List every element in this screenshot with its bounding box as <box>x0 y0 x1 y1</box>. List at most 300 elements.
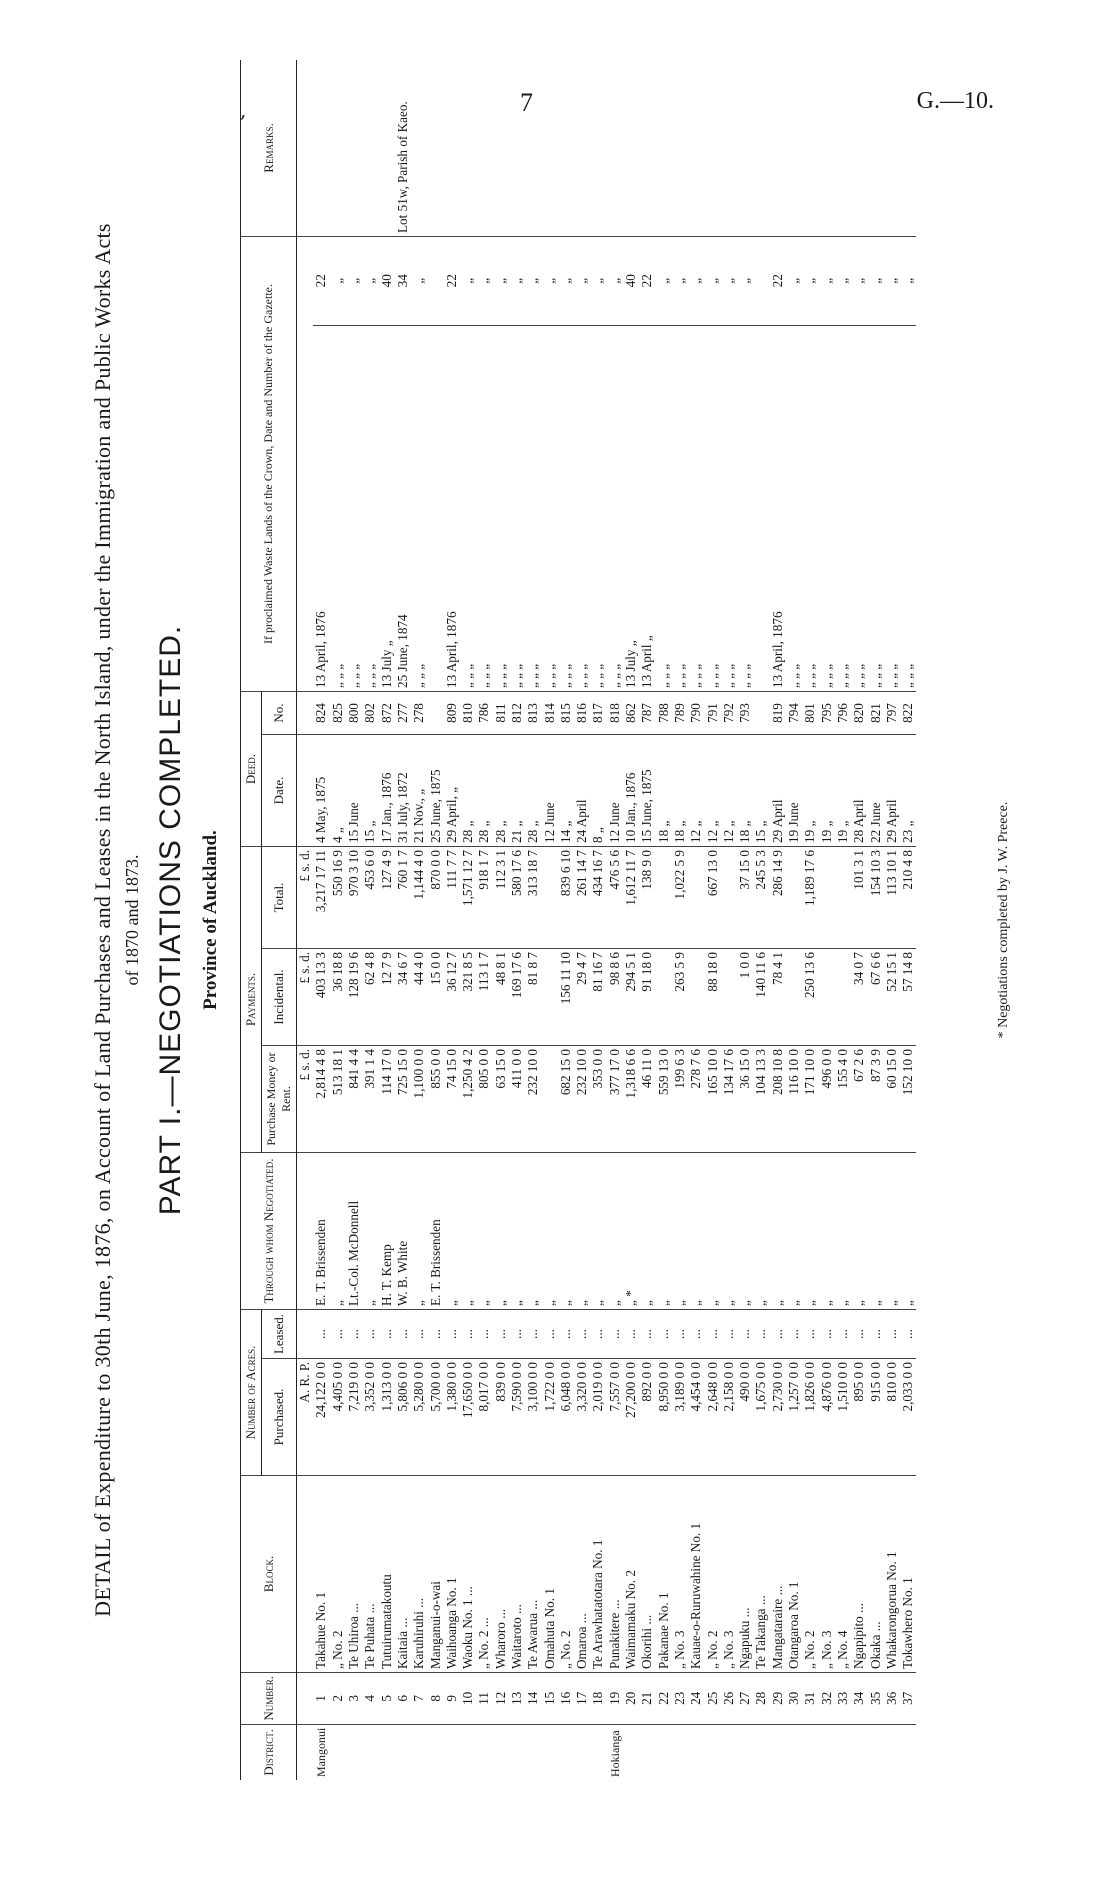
cell-pm: 165 10 0 <box>704 1046 720 1153</box>
cell-lease: ... <box>607 1310 623 1359</box>
col-no: No. <box>262 692 297 735</box>
table-row <box>378 60 394 1780</box>
district-cell <box>639 1724 655 1780</box>
cell-lease: ... <box>737 1310 753 1359</box>
cell-gn: 40 <box>623 237 639 326</box>
cell-gaz: „ „ „ <box>346 325 362 691</box>
cell-acres: 1,722 0 0 <box>541 1359 557 1476</box>
cell-block: Otangaroa No. 1 <box>786 1476 802 1673</box>
cell-no: 824 <box>313 692 329 735</box>
cell-gaz: „ „ „ <box>802 325 818 691</box>
col-date: Date. <box>262 735 297 847</box>
cell-block: „ No. 2 <box>558 1476 574 1673</box>
table-row <box>753 60 769 1780</box>
cell-acres: 4,876 0 0 <box>819 1359 835 1476</box>
cell-date: 19 „ <box>835 735 851 847</box>
table-row <box>737 60 753 1780</box>
district-cell <box>541 1724 557 1780</box>
cell-no: 822 <box>900 692 916 735</box>
cell-gn: „ <box>721 237 737 326</box>
cell-tot: 286 14 9 <box>770 847 786 949</box>
cell-no: 787 <box>639 692 655 735</box>
cell-pm <box>541 1046 557 1153</box>
cell-gn: „ <box>737 237 753 326</box>
cell-inc: 48 8 1 <box>493 949 509 1046</box>
cell-lease: ... <box>623 1310 639 1359</box>
col-purchased: Purchased. <box>262 1359 297 1476</box>
cell-tot: 434 16 7 <box>590 847 606 949</box>
cell-gn: „ <box>900 237 916 326</box>
table-row <box>688 60 704 1780</box>
cell-date: 14 „ <box>558 735 574 847</box>
cell-who: „ <box>509 1153 525 1310</box>
cell-no: 795 <box>819 692 835 735</box>
cell-inc: 1 0 0 <box>737 949 753 1046</box>
cell-no: 801 <box>802 692 818 735</box>
cell-gaz: „ „ „ <box>590 325 606 691</box>
cell-acres: 7,219 0 0 <box>346 1359 362 1476</box>
cell-block: Takahue No. 1 <box>313 1476 329 1673</box>
cell-inc <box>721 949 737 1046</box>
cell-lease: ... <box>574 1310 590 1359</box>
cell-acres: 5,700 0 0 <box>427 1359 443 1476</box>
cell-date: 29 April <box>884 735 900 847</box>
cell-gaz: „ „ „ <box>884 325 900 691</box>
cell-lease: ... <box>476 1310 492 1359</box>
col-leased: Leased. <box>262 1310 297 1359</box>
district-cell <box>704 1724 720 1780</box>
cell-date: 28 „ <box>525 735 541 847</box>
cell-tot: 1,022 5 9 <box>672 847 688 949</box>
cell-n: 12 <box>493 1673 509 1725</box>
table-row <box>802 60 818 1780</box>
cell-inc: 78 4 1 <box>770 949 786 1046</box>
cell-date: 15 June, 1875 <box>639 735 655 847</box>
cell-n: 23 <box>672 1673 688 1725</box>
cell-lease: ... <box>656 1310 672 1359</box>
cell-inc: 321 8 5 <box>460 949 476 1046</box>
cell-tot: 1,612 11 7 <box>623 847 639 949</box>
cell-acres: 1,257 0 0 <box>786 1359 802 1476</box>
cell-n: 11 <box>476 1673 492 1725</box>
cell-gaz: „ „ „ <box>672 325 688 691</box>
cell-rem <box>704 60 720 237</box>
cell-date: 17 Jan., 1876 <box>378 735 394 847</box>
cell-gaz: „ „ „ <box>330 325 346 691</box>
cell-gn: „ <box>509 237 525 326</box>
cell-date: 18 „ <box>656 735 672 847</box>
cell-acres: 17,650 0 0 <box>460 1359 476 1476</box>
cell-gn: 22 <box>770 237 786 326</box>
cell-n: 7 <box>411 1673 427 1725</box>
cell-date: 25 June, 1875 <box>427 735 443 847</box>
cell-lease: ... <box>558 1310 574 1359</box>
cell-tot: 127 4 9 <box>378 847 394 949</box>
cell-lease: ... <box>330 1310 346 1359</box>
cell-who: W. B. White <box>395 1153 411 1310</box>
cell-acres: 915 0 0 <box>867 1359 883 1476</box>
cell-pm: 1,318 6 6 <box>623 1046 639 1153</box>
cell-who: „ <box>656 1153 672 1310</box>
cell-gn: „ <box>802 237 818 326</box>
cell-gaz: 13 July „ <box>378 325 394 691</box>
cell-tot: 550 16 9 <box>330 847 346 949</box>
table-row <box>819 60 835 1780</box>
district-cell <box>672 1724 688 1780</box>
table-body <box>313 60 916 1780</box>
table-row <box>884 60 900 1780</box>
cell-n: 22 <box>656 1673 672 1725</box>
page-number: 7 <box>520 88 533 117</box>
cell-n: 6 <box>395 1673 411 1725</box>
cell-date: 4 „ <box>330 735 346 847</box>
cell-pm: 1,250 4 2 <box>460 1046 476 1153</box>
cell-n: 26 <box>721 1673 737 1725</box>
cell-gn: „ <box>590 237 606 326</box>
district-cell <box>574 1724 590 1780</box>
cell-gn: „ <box>819 237 835 326</box>
cell-tot <box>721 847 737 949</box>
stray-mark: , <box>240 98 247 122</box>
cell-block: „ No. 4 <box>835 1476 851 1673</box>
cell-lease: ... <box>525 1310 541 1359</box>
cell-date: 10 Jan., 1876 <box>623 735 639 847</box>
cell-gn: „ <box>656 237 672 326</box>
cell-lease: ... <box>639 1310 655 1359</box>
cell-block: „ No. 2 <box>704 1476 720 1673</box>
cell-block: Te Awarua ... <box>525 1476 541 1673</box>
col-total: Total. <box>262 847 297 949</box>
cell-gn: „ <box>541 237 557 326</box>
table-row <box>639 60 655 1780</box>
cell-acres: 27,200 0 0 <box>623 1359 639 1476</box>
cell-acres: 8,017 0 0 <box>476 1359 492 1476</box>
cell-acres: 7,590 0 0 <box>509 1359 525 1476</box>
cell-block: Waimamaku No. 2 <box>623 1476 639 1673</box>
district-cell <box>493 1724 509 1780</box>
cell-who: „ <box>721 1153 737 1310</box>
cell-gaz: „ „ „ <box>786 325 802 691</box>
cell-gn <box>753 237 769 326</box>
cell-date: 28 „ <box>460 735 476 847</box>
cell-tot: 261 14 7 <box>574 847 590 949</box>
cell-acres: 2,019 0 0 <box>590 1359 606 1476</box>
cell-no: 820 <box>851 692 867 735</box>
cell-rem <box>737 60 753 237</box>
cell-pm: 36 15 0 <box>737 1046 753 1153</box>
cell-no: 794 <box>786 692 802 735</box>
cell-who: „ <box>574 1153 590 1310</box>
cell-n: 34 <box>851 1673 867 1725</box>
cell-pm: 87 3 9 <box>867 1046 883 1153</box>
cell-inc: 156 11 10 <box>558 949 574 1046</box>
cell-rem <box>541 60 557 237</box>
cell-acres: 7,557 0 0 <box>607 1359 623 1476</box>
cell-gaz: 25 June, 1874 <box>395 325 411 691</box>
cell-no <box>427 692 443 735</box>
cell-gn: 40 <box>378 237 394 326</box>
cell-pm: 232 10 0 <box>525 1046 541 1153</box>
cell-pm: 104 13 3 <box>753 1046 769 1153</box>
cell-gaz: „ „ „ <box>411 325 427 691</box>
cell-inc: 140 11 6 <box>753 949 769 1046</box>
cell-who: „ <box>884 1153 900 1310</box>
cell-block: Te Arawhatatotara No. 1 <box>590 1476 606 1673</box>
cell-date: 28 „ <box>493 735 509 847</box>
cell-acres: 1,675 0 0 <box>753 1359 769 1476</box>
district-cell <box>460 1724 476 1780</box>
cell-tot: 245 5 3 <box>753 847 769 949</box>
cell-n: 18 <box>590 1673 606 1725</box>
cell-tot: 839 6 10 <box>558 847 574 949</box>
cell-pm: 60 15 0 <box>884 1046 900 1153</box>
cell-tot <box>688 847 704 949</box>
table-row <box>330 60 346 1780</box>
cell-pm: 67 2 6 <box>851 1046 867 1153</box>
cell-date: 22 June <box>867 735 883 847</box>
table-row <box>607 60 623 1780</box>
cell-n: 27 <box>737 1673 753 1725</box>
cell-inc: 52 15 1 <box>884 949 900 1046</box>
cell-acres: 490 0 0 <box>737 1359 753 1476</box>
cell-block: Whakarongorua No. 1 <box>884 1476 900 1673</box>
cell-gn: „ <box>346 237 362 326</box>
cell-rem <box>900 60 916 237</box>
cell-inc: 29 4 7 <box>574 949 590 1046</box>
cell-pm: 391 1 4 <box>362 1046 378 1153</box>
cell-rem <box>884 60 900 237</box>
cell-who: „ <box>590 1153 606 1310</box>
cell-rem <box>607 60 623 237</box>
cell-gn: „ <box>525 237 541 326</box>
table-row <box>444 60 460 1780</box>
cell-lease: ... <box>672 1310 688 1359</box>
rotated-table-sheet <box>90 50 1020 1790</box>
cell-rem <box>639 60 655 237</box>
cell-lease: ... <box>493 1310 509 1359</box>
cell-block: „ No. 3 <box>672 1476 688 1673</box>
cell-who: „ <box>835 1153 851 1310</box>
district-cell <box>786 1724 802 1780</box>
cell-lease: ... <box>704 1310 720 1359</box>
cell-rem <box>362 60 378 237</box>
district-cell <box>688 1724 704 1780</box>
cell-n: 24 <box>688 1673 704 1725</box>
cell-who: E. T. Brissenden <box>313 1153 329 1310</box>
cell-block: Waoku No. 1 ... <box>460 1476 476 1673</box>
cell-gaz: 13 April, 1876 <box>770 325 786 691</box>
cell-who: Lt.-Col. McDonnell <box>346 1153 362 1310</box>
cell-pm: 725 15 0 <box>395 1046 411 1153</box>
part-heading: PART I.—NEGOTIATIONS COMPLETED. <box>154 624 187 1216</box>
cell-rem <box>753 60 769 237</box>
cell-gaz: „ „ „ <box>607 325 623 691</box>
cell-lease: ... <box>313 1310 329 1359</box>
cell-no: 809 <box>444 692 460 735</box>
footnote: * Negotiations completed by J. W. Preece. <box>996 801 1011 1039</box>
cell-tot <box>541 847 557 949</box>
cell-pm: 199 6 3 <box>672 1046 688 1153</box>
cell-gaz: „ „ „ <box>900 325 916 691</box>
cell-gn: „ <box>493 237 509 326</box>
cell-rem <box>509 60 525 237</box>
cell-n: 35 <box>867 1673 883 1725</box>
cell-n: 32 <box>819 1673 835 1725</box>
district-cell <box>395 1724 411 1780</box>
cell-who: „ <box>362 1153 378 1310</box>
cell-gaz: 13 July „ <box>623 325 639 691</box>
cell-gaz: 13 April, 1876 <box>444 325 460 691</box>
cell-pm: 2,814 4 8 <box>313 1046 329 1153</box>
cell-no: 789 <box>672 692 688 735</box>
cell-who: „ <box>607 1153 623 1310</box>
cell-tot: 154 10 3 <box>867 847 883 949</box>
cell-pm: 559 13 0 <box>656 1046 672 1153</box>
district-cell <box>330 1724 346 1780</box>
cell-inc <box>786 949 802 1046</box>
cell-block: Punakitere ... <box>607 1476 623 1673</box>
cell-tot: 870 0 0 <box>427 847 443 949</box>
cell-gaz: „ „ „ <box>509 325 525 691</box>
cell-block: Ngapuku ... <box>737 1476 753 1673</box>
acres-units: A. R. P. <box>297 1359 314 1476</box>
cell-block: Te Uhiroa ... <box>346 1476 362 1673</box>
cell-tot: 918 1 7 <box>476 847 492 949</box>
cell-n: 37 <box>900 1673 916 1725</box>
table-row <box>590 60 606 1780</box>
cell-no: 278 <box>411 692 427 735</box>
cell-gn: „ <box>558 237 574 326</box>
cell-gaz: „ „ „ <box>688 325 704 691</box>
table-row <box>558 60 574 1780</box>
cell-gn: „ <box>867 237 883 326</box>
cell-who: „ <box>688 1153 704 1310</box>
cell-no: 277 <box>395 692 411 735</box>
district-cell <box>411 1724 427 1780</box>
cell-acres: 5,280 0 0 <box>411 1359 427 1476</box>
cell-gaz: „ „ „ <box>493 325 509 691</box>
cell-who: „ <box>460 1153 476 1310</box>
cell-n: 13 <box>509 1673 525 1725</box>
cell-pm: 513 18 1 <box>330 1046 346 1153</box>
cell-block: Tutuirumatakoutu <box>378 1476 394 1673</box>
cell-tot: 453 6 0 <box>362 847 378 949</box>
cell-no: 816 <box>574 692 590 735</box>
table-row <box>493 60 509 1780</box>
col-payments: Payments. <box>241 847 262 1153</box>
table-row <box>460 60 476 1780</box>
cell-gn: „ <box>460 237 476 326</box>
cell-lease: ... <box>802 1310 818 1359</box>
cell-acres: 839 0 0 <box>493 1359 509 1476</box>
cell-rem <box>574 60 590 237</box>
cell-pm: 46 11 0 <box>639 1046 655 1153</box>
district-cell <box>623 1724 639 1780</box>
cell-date: 8 „ <box>590 735 606 847</box>
district-cell <box>753 1724 769 1780</box>
cell-rem <box>819 60 835 237</box>
cell-no: 796 <box>835 692 851 735</box>
table-row <box>362 60 378 1780</box>
cell-tot: 111 7 7 <box>444 847 460 949</box>
cell-acres: 810 0 0 <box>884 1359 900 1476</box>
cell-gn: „ <box>851 237 867 326</box>
cell-block: „ No. 3 <box>819 1476 835 1673</box>
table-row <box>835 60 851 1780</box>
col-district: District. <box>241 1724 297 1780</box>
cell-gn: „ <box>330 237 346 326</box>
cell-pm: 682 15 0 <box>558 1046 574 1153</box>
cell-acres: 1,826 0 0 <box>802 1359 818 1476</box>
cell-gaz <box>753 325 769 691</box>
cell-pm: 155 4 0 <box>835 1046 851 1153</box>
cell-n: 10 <box>460 1673 476 1725</box>
cell-tot: 3,217 17 11 <box>313 847 329 949</box>
cell-block: Okorihi ... <box>639 1476 655 1673</box>
cell-rem <box>802 60 818 237</box>
cell-lease: ... <box>590 1310 606 1359</box>
cell-who: „ <box>525 1153 541 1310</box>
cell-inc <box>656 949 672 1046</box>
cell-inc: 91 18 0 <box>639 949 655 1046</box>
cell-gn: „ <box>786 237 802 326</box>
cell-n: 14 <box>525 1673 541 1725</box>
cell-inc: 81 16 7 <box>590 949 606 1046</box>
cell-pm: 841 4 4 <box>346 1046 362 1153</box>
col-gazette: If proclaimed Waste Lands of the Crown, Date and Number of the Gazette. <box>241 237 297 692</box>
cell-who: „ <box>900 1153 916 1310</box>
table-row <box>427 60 443 1780</box>
cell-acres: 6,048 0 0 <box>558 1359 574 1476</box>
cell-lease: ... <box>721 1310 737 1359</box>
cell-rem <box>411 60 427 237</box>
cell-who: „ <box>558 1153 574 1310</box>
cell-block: Kauae-o-Ruruwahine No. 1 <box>688 1476 704 1673</box>
cell-n: 15 <box>541 1673 557 1725</box>
cell-block: „ No. 3 <box>721 1476 737 1673</box>
table-row <box>476 60 492 1780</box>
cell-inc: 36 12 7 <box>444 949 460 1046</box>
cell-lease: ... <box>867 1310 883 1359</box>
cell-gn: „ <box>835 237 851 326</box>
cell-acres: 895 0 0 <box>851 1359 867 1476</box>
table-row <box>656 60 672 1780</box>
cell-n: 5 <box>378 1673 394 1725</box>
cell-gn: 22 <box>444 237 460 326</box>
cell-who: „ * <box>623 1153 639 1310</box>
cell-tot: 1,144 4 0 <box>411 847 427 949</box>
cell-inc: 15 0 0 <box>427 949 443 1046</box>
cell-rem <box>656 60 672 237</box>
cell-date: 28 „ <box>476 735 492 847</box>
cell-gaz: 13 April „ <box>639 325 655 691</box>
cell-rem <box>330 60 346 237</box>
cell-date: 4 May, 1875 <box>313 735 329 847</box>
cell-n: 20 <box>623 1673 639 1725</box>
cell-date: 15 June <box>346 735 362 847</box>
cell-acres: 1,380 0 0 <box>444 1359 460 1476</box>
cell-no: 872 <box>378 692 394 735</box>
table-row <box>672 60 688 1780</box>
cell-rem <box>476 60 492 237</box>
cell-gaz: „ „ „ <box>819 325 835 691</box>
cell-lease: ... <box>541 1310 557 1359</box>
cell-inc: 62 4 8 <box>362 949 378 1046</box>
cell-gaz: „ „ „ <box>362 325 378 691</box>
cell-lease: ... <box>819 1310 835 1359</box>
col-number: Number. <box>241 1673 297 1725</box>
table-row <box>704 60 720 1780</box>
